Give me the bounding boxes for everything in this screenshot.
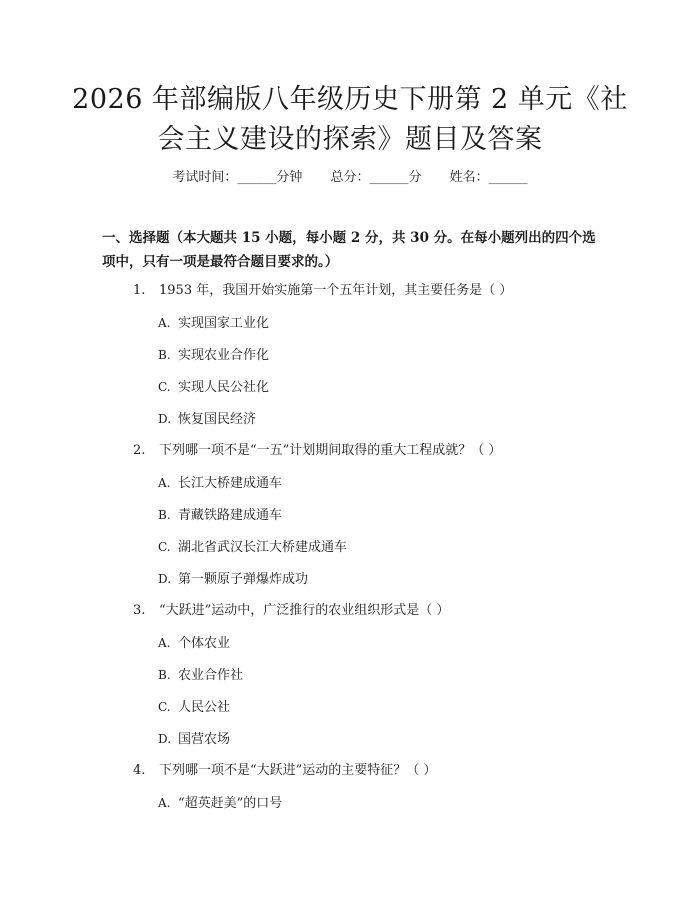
question-2-option-a — [158, 473, 608, 494]
title-line-1: 2026 年部编版八年级历史下册第 2 单元《社 — [72, 84, 628, 115]
question-text: 下列哪一项不是“大跃进”运动的主要特征？（ ） — [159, 763, 437, 778]
question-1-option-a — [158, 313, 608, 334]
option-text: 人民公社 — [178, 700, 231, 715]
option-text: 第一颗原子弹爆炸成功 — [178, 572, 309, 587]
question-1 — [133, 281, 613, 301]
question-4 — [133, 761, 613, 781]
option-letter: B. — [158, 348, 171, 362]
exam-time-field: 考试时间：______分钟 — [172, 170, 303, 185]
exam-info-row — [0, 168, 700, 188]
option-text: 实现国家工业化 — [178, 316, 270, 331]
option-text: 实现人民公社化 — [178, 380, 270, 395]
option-text: 青藏铁路建成通车 — [178, 508, 283, 523]
option-letter: B. — [158, 668, 171, 682]
question-3-option-a — [158, 633, 608, 654]
option-text: 恢复国民经济 — [178, 412, 257, 427]
question-3 — [133, 601, 613, 621]
option-text: 长江大桥建成通车 — [178, 476, 283, 491]
option-letter: C. — [158, 700, 171, 714]
question-3-option-c — [158, 697, 608, 718]
question-number: 4. — [133, 763, 146, 778]
total-score-field: 总分：______分 — [330, 170, 422, 185]
option-letter: A. — [158, 796, 171, 810]
option-text: 实现农业合作化 — [178, 348, 270, 363]
option-letter: A. — [158, 316, 171, 330]
option-text: 个体农业 — [178, 636, 231, 651]
option-letter: D. — [158, 732, 172, 746]
question-text: “大跃进”运动中，广泛推行的农业组织形式是（ ） — [159, 603, 450, 618]
question-2-option-b — [158, 505, 608, 526]
option-letter: C. — [158, 540, 171, 554]
option-letter: A. — [158, 476, 171, 490]
question-2-option-d — [158, 569, 608, 590]
question-3-option-b — [158, 665, 608, 686]
question-number: 3. — [133, 603, 146, 618]
document-title — [60, 80, 640, 160]
option-text: 国营农场 — [178, 732, 231, 747]
question-2-option-c — [158, 537, 608, 558]
question-number: 2. — [133, 443, 146, 458]
question-number: 1. — [133, 283, 146, 298]
question-text: 下列哪一项不是“一五”计划期间取得的重大工程成就？（ ） — [159, 443, 502, 458]
option-letter: D. — [158, 412, 172, 426]
option-text: 农业合作社 — [178, 668, 244, 683]
option-text: “超英赶美”的口号 — [178, 796, 283, 811]
question-text: 1953 年，我国开始实施第一个五年计划，其主要任务是（ ） — [159, 283, 513, 298]
option-letter: A. — [158, 636, 171, 650]
name-field: 姓名：______ — [449, 170, 528, 185]
section-heading-line-2: 项中，只有一项是最符合题目要求的。） — [102, 254, 339, 270]
question-3-option-d — [158, 729, 608, 750]
section-heading-line-1: 一、选择题（本大题共 15 小题，每小题 2 分，共 30 分。在每小题列出的四个选 — [102, 230, 596, 246]
option-letter: D. — [158, 572, 172, 586]
question-4-option-a — [158, 793, 608, 814]
option-letter: B. — [158, 508, 171, 522]
section-heading — [102, 226, 612, 274]
question-1-option-c — [158, 377, 608, 398]
question-1-option-d — [158, 409, 608, 430]
option-letter: C. — [158, 380, 171, 394]
title-line-2: 会主义建设的探索》题目及答案 — [157, 124, 543, 155]
question-2 — [133, 441, 613, 461]
option-text: 湖北省武汉长江大桥建成通车 — [178, 540, 348, 555]
question-1-option-b — [158, 345, 608, 366]
